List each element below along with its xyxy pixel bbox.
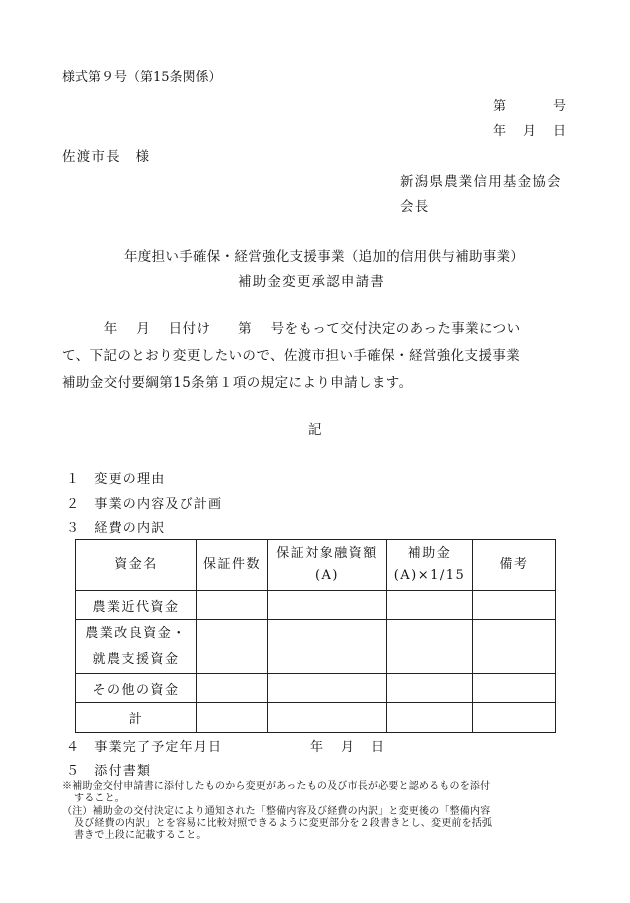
applicant-org: 新潟県農業信用基金協会 [400, 174, 562, 190]
note-2 [62, 806, 572, 842]
note-2-line3: 書きで上段に記載すること。 [74, 830, 207, 841]
header-subsidy [387, 540, 473, 591]
table-row [76, 591, 556, 620]
form-id: 様式第９号（第15条関係） [62, 70, 222, 85]
date-day: 日 [553, 124, 567, 139]
table-cell [197, 703, 268, 733]
table-cell [387, 674, 473, 703]
table-cell [197, 620, 268, 674]
item-2: ２ 事業の内容及び計画 [66, 497, 223, 512]
table-row [76, 703, 556, 733]
row-label-improvement [76, 620, 197, 674]
table-cell [197, 591, 268, 620]
row-label-improvement-line2: 就農支援資金 [92, 651, 180, 667]
number-go: 号 [553, 99, 567, 114]
table-cell [387, 620, 473, 674]
item-5: ５ 添付書類 [66, 764, 152, 779]
row-label-improvement-line1: 農業改良資金・ [85, 625, 187, 641]
table-cell [473, 674, 556, 703]
title-line1: 年度担い手確保・経営強化支援事業（追加的信用供与補助事業） [124, 249, 525, 265]
date-year: 年 [493, 124, 507, 139]
item-4-month: 月 [341, 740, 355, 755]
item-4-year: 年 [310, 740, 324, 755]
note-2-line2: 及び経費の内訳」とを容易に比較対照できるように変更部分を２段書きとし、変更前を括弧 [74, 818, 493, 829]
body-line-1: 年 月 日付け 第 号をもって交付決定のあった事業につい [62, 321, 521, 337]
header-loan-amount-sub: (A) [314, 568, 340, 583]
title-line2: 補助金変更承認申請書 [238, 274, 385, 290]
row-label-other: その他の資金 [76, 674, 197, 703]
table-cell [197, 674, 268, 703]
table-cell [268, 703, 387, 733]
table-cell [268, 591, 387, 620]
table-cell [473, 591, 556, 620]
table-cell [268, 620, 387, 674]
body-paragraph [62, 316, 574, 397]
table-cell [268, 674, 387, 703]
header-loan-amount-label: 保証対象融資額 [276, 546, 378, 561]
note-1-line1: ※補助金交付申請書に添付したものから変更があったもの及び市長が必要と認めるものを添付 [62, 781, 491, 792]
header-subsidy-sub: (A)×1/15 [393, 568, 466, 583]
table-cell [473, 703, 556, 733]
table-cell [387, 591, 473, 620]
table-header-row [76, 540, 556, 591]
body-line-2: て、下記のとおり変更したいので、佐渡市担い手確保・経営強化支援事業 [62, 348, 521, 364]
row-label-modernization: 農業近代資金 [76, 591, 197, 620]
item-3: ３ 経費の内訳 [66, 521, 166, 536]
note-1-line2: すること。 [74, 793, 125, 804]
addressee: 佐渡市長 様 [62, 149, 151, 165]
header-remarks: 備考 [473, 540, 556, 591]
header-fund-name: 資金名 [76, 540, 197, 591]
ki-heading: 記 [308, 422, 322, 438]
note-1 [62, 781, 572, 805]
item-4-label: ４ 事業完了予定年月日 [66, 740, 223, 755]
number-dai: 第 [493, 99, 507, 114]
table-cell [387, 703, 473, 733]
cost-breakdown-table [75, 539, 556, 733]
item-4-day: 日 [371, 740, 385, 755]
date-month: 月 [523, 124, 537, 139]
row-label-total: 計 [76, 703, 197, 733]
header-loan-amount [268, 540, 387, 591]
table-row [76, 620, 556, 674]
body-line-3: 補助金交付要綱第15条第１項の規定により申請します。 [62, 375, 413, 391]
header-guarantee-count: 保証件数 [197, 540, 268, 591]
item-1: １ 変更の理由 [66, 472, 166, 487]
table-cell [473, 620, 556, 674]
header-subsidy-label: 補助金 [407, 546, 452, 561]
note-2-line1: （注）補助金の交付決定により通知された「整備内容及び経費の内訳」と変更後の「整備内容 [62, 806, 491, 817]
table-row [76, 674, 556, 703]
applicant-title: 会長 [400, 199, 430, 215]
